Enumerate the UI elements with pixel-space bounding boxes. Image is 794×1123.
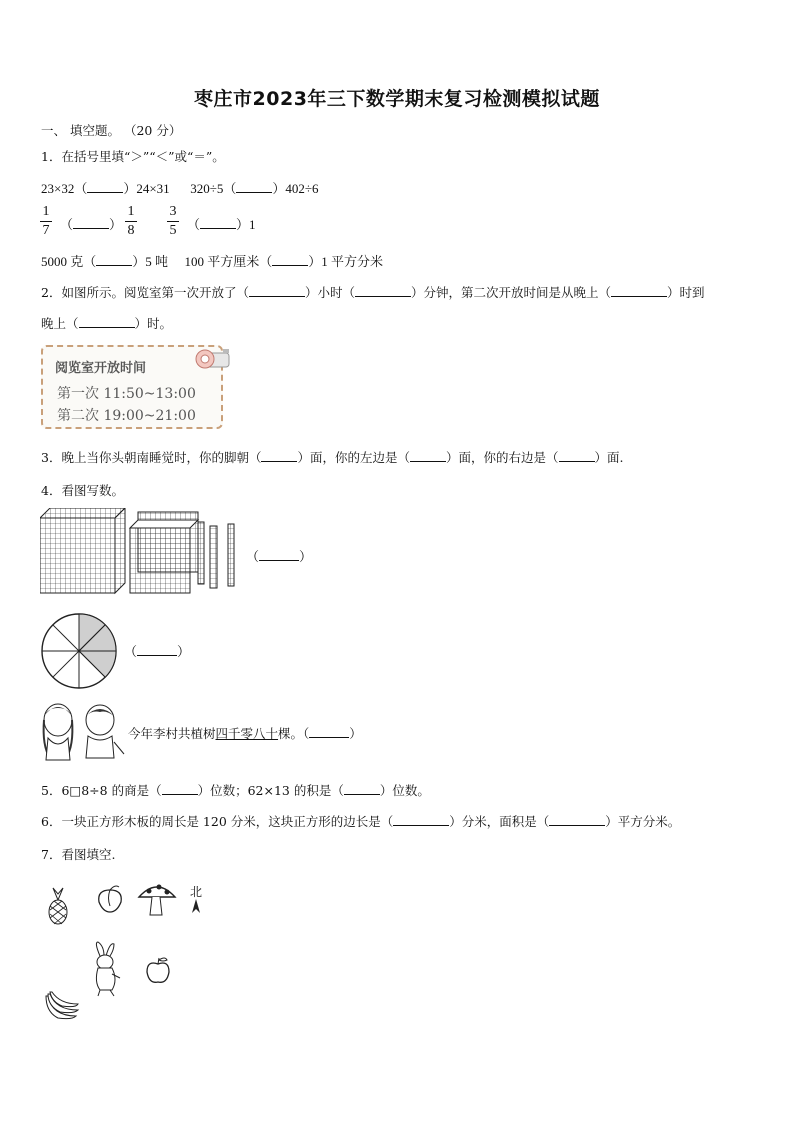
q2-blank-minutes[interactable] <box>355 285 411 297</box>
base-ten-blocks <box>40 508 250 598</box>
q1-stem: 1．在括号里填“＞”“＜”或“＝”。 <box>41 149 225 164</box>
underlined-number-words: 四千零八十 <box>215 726 279 741</box>
q1-blank-1[interactable] <box>87 181 123 193</box>
q4-blank-1[interactable] <box>259 549 299 561</box>
q1-blank-3[interactable] <box>73 217 109 229</box>
q1-row2-blank-b: （ ）1 <box>187 217 256 232</box>
q1-expr-b: ）24×31 <box>123 181 170 196</box>
q5-blank-1[interactable] <box>162 783 198 795</box>
q4-stem: 4．看图写数。 <box>41 483 124 498</box>
q1-row1 <box>41 178 318 197</box>
card-row-second: 第二次 19:00~21:00 <box>57 408 196 424</box>
fraction-1-8: 1 8 <box>125 204 137 239</box>
q6-blank-area[interactable] <box>549 814 605 826</box>
q6-line: 6．一块正方形木板的周长是 120 分米，这块正方形的边长是（ ）分米，面积是（ ）平方分米。 <box>41 814 681 829</box>
banana-icon <box>44 990 80 1024</box>
q4-blank-row2: （ ） <box>124 644 191 659</box>
q4-blank-2[interactable] <box>137 644 177 656</box>
card-title: 阅览室开放时间 <box>55 361 147 376</box>
q7-stem: 7．看图填空. <box>41 847 116 862</box>
apple-icon <box>143 956 173 986</box>
north-label: 北 <box>190 885 203 899</box>
q3-line: 3．晚上当你头朝南睡觉时，你的脚朝（ ）面，你的左边是（ ）面，你的右边是（ ）面. <box>41 450 624 465</box>
q4-blank-3[interactable] <box>309 726 349 738</box>
q2-blank-hours[interactable] <box>249 285 305 297</box>
north-arrow-icon <box>190 899 202 915</box>
q1-expr-d: ）402÷6 <box>272 181 319 196</box>
fraction-3-5: 3 5 <box>167 204 179 239</box>
opening-hours-card <box>41 345 223 429</box>
section-heading: 一、 填空题。 （20 分） <box>41 123 182 138</box>
q1-blank-4[interactable] <box>200 217 236 229</box>
rabbit-icon <box>90 940 124 998</box>
q1-blank-5[interactable] <box>96 254 132 266</box>
q3-blank-left[interactable] <box>410 450 446 462</box>
mushroom-icon <box>137 881 177 917</box>
q1-row3: 5000 克（ ）5 吨 100 平方厘米（ ）1 平方分米 <box>41 254 384 269</box>
q2-blank-end[interactable] <box>79 316 135 328</box>
q1-expr-a: 23×32（ <box>41 181 88 196</box>
pineapple-icon <box>45 886 71 926</box>
q3-blank-feet[interactable] <box>261 450 297 462</box>
q2-blank-start[interactable] <box>611 285 667 297</box>
children-icon <box>40 698 126 762</box>
q1-blank-6[interactable] <box>272 254 308 266</box>
q2-line2: 晚上（ ）时。 <box>41 316 173 331</box>
q4-sentence: 今年李村共植树四千零八十棵。（ ） <box>128 726 362 741</box>
q1-row2-blank-a: （ ） <box>60 217 123 232</box>
page-title: 枣庄市2023年三下数学期末复习检测模拟试题 <box>194 88 600 110</box>
q2-line1: 2．如图所示。阅览室第一次开放了（ ）小时（ ）分钟，第二次开放时间是从晚上（ ）时到 <box>41 285 705 300</box>
card-row-first: 第一次 11:50~13:00 <box>57 386 196 402</box>
q6-blank-side[interactable] <box>393 814 449 826</box>
peach-icon <box>95 884 125 914</box>
camera-icon <box>193 345 233 375</box>
q5-blank-2[interactable] <box>344 783 380 795</box>
q4-blank-row1: （ ） <box>246 549 313 564</box>
q5-line: 5．6□8÷8 的商是（ ）位数；62×13 的积是（ ）位数。 <box>41 783 430 798</box>
q1-blank-2[interactable] <box>236 181 272 193</box>
fraction-1-7: 1 7 <box>40 204 52 239</box>
fraction-pie <box>40 612 118 690</box>
q1-expr-c: 320÷5（ <box>190 181 237 196</box>
q3-blank-right[interactable] <box>559 450 595 462</box>
